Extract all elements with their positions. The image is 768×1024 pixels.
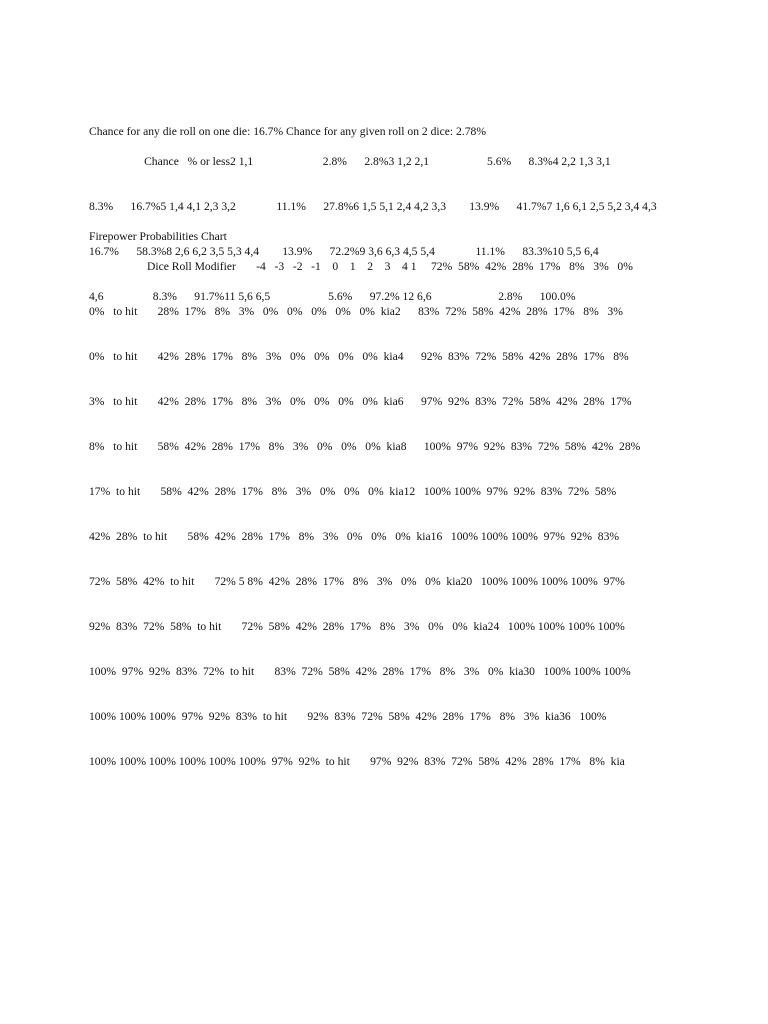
chance-table-line: 4,6 8.3% 91.7%11 5,6 6,5 5.6% 97.2% 12 6,6 2.8% 100.0% [89,290,576,303]
firepower-table-line: 3% to hit 42% 28% 17% 8% 3% 0% 0% 0% 0% kia6 97% 92% 83% 72% 58% 42% 28% 17% [89,395,632,408]
firepower-table-line: 0% to hit 28% 17% 8% 3% 0% 0% 0% 0% 0% kia2 83% 72% 58% 42% 28% 17% 8% 3% [89,305,623,318]
firepower-table-line: 8% to hit 58% 42% 28% 17% 8% 3% 0% 0% 0% kia8 100% 97% 92% 83% 72% 58% 42% 28% [89,440,641,453]
firepower-table-line: 17% to hit 58% 42% 28% 17% 8% 3% 0% 0% 0% kia12 100% 100% 97% 92% 83% 72% 58% [89,485,617,498]
firepower-table-line: 72% 58% 42% to hit 72% 5 8% 42% 28% 17% 8% 3% 0% 0% kia20 100% 100% 100% 100% 97% [89,575,625,588]
chance-table-line: 8.3% 16.7%5 1,4 4,1 2,3 3,2 11.1% 27.8%6 1,5 5,1 2,4 4,2 3,3 13.9% 41.7%7 1,6 6,1 2,5 5,2 3,4 4,3 [89,200,657,213]
chance-table-line: Chance % or less2 1,1 2.8% 2.8%3 1,2 2,1 5.6% 8.3%4 2,2 1,3 3,1 [89,155,611,168]
firepower-title-line: Firepower Probabilities Chart [89,230,227,243]
chance-table-line: 16.7% 58.3%8 2,6 6,2 3,5 5,3 4,4 13.9% 72.2%9 3,6 6,3 4,5 5,4 11.1% 83.3%10 5,5 6,4 [89,245,599,258]
firepower-table-line: 100% 97% 92% 83% 72% to hit 83% 72% 58% 42% 28% 17% 8% 3% 0% kia30 100% 100% 100% [89,665,631,678]
firepower-probabilities-table [89,229,689,799]
chance-intro-line: Chance for any die roll on one die: 16.7% Chance for any given roll on 2 dice: 2.78% [89,125,486,138]
firepower-table-line: 0% to hit 42% 28% 17% 8% 3% 0% 0% 0% 0% kia4 92% 83% 72% 58% 42% 28% 17% 8% [89,350,629,363]
firepower-table-line: 100% 100% 100% 97% 92% 83% to hit 92% 83% 72% 58% 42% 28% 17% 8% 3% kia36 100% [89,710,607,723]
firepower-table-line: Dice Roll Modifier -4 -3 -2 -1 0 1 2 3 4 1 72% 58% 42% 28% 17% 8% 3% 0% [89,260,633,273]
firepower-table-line: 92% 83% 72% 58% to hit 72% 58% 42% 28% 17% 8% 3% 0% 0% kia24 100% 100% 100% 100% [89,620,625,633]
firepower-table-line: 100% 100% 100% 100% 100% 100% 97% 92% to hit 97% 92% 83% 72% 58% 42% 28% 17% 8% kia [89,755,625,768]
firepower-table-line: 42% 28% to hit 58% 42% 28% 17% 8% 3% 0% 0% 0% kia16 100% 100% 100% 97% 92% 83% [89,530,620,543]
